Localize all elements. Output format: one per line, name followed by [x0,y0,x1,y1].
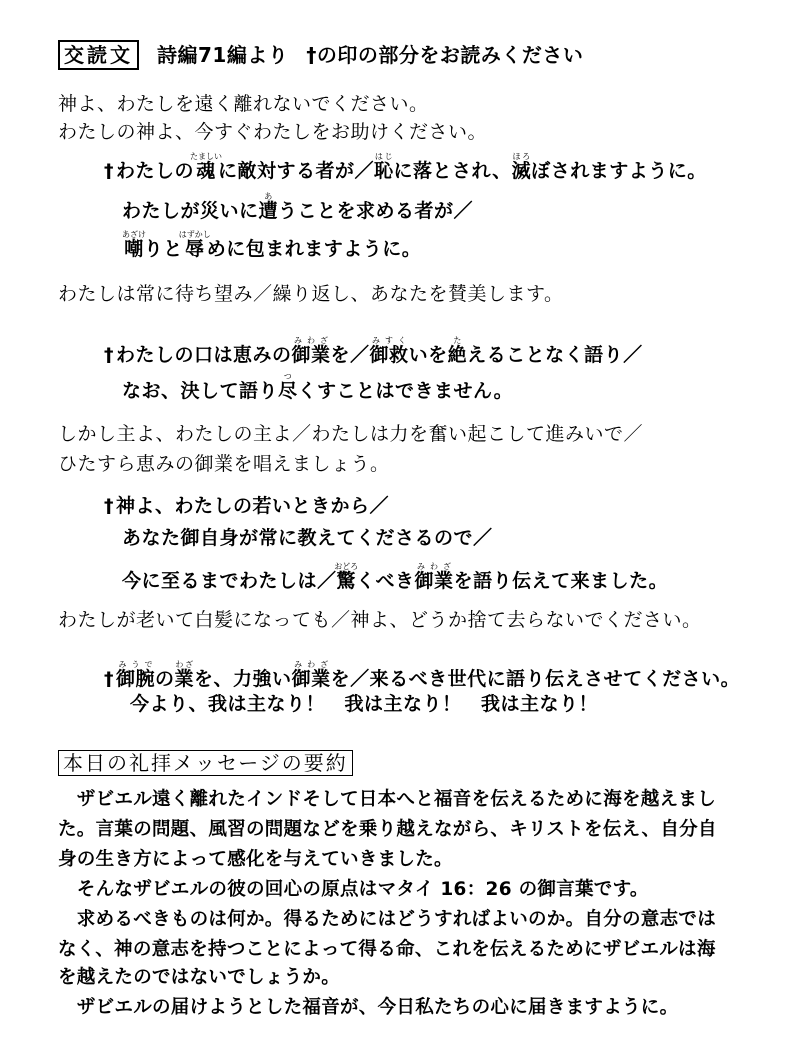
responsive-reading-header [58,40,583,70]
leader-line: ひたすら恵みの御業を唱えましょう。 [58,453,390,475]
response-line: あなた御自身が常に教えてくださるので／ [122,527,493,549]
responsive-reading-label: 交読文 [58,40,139,70]
psalm-source: 詩編71編より [157,43,289,67]
leader-line: しかし主よ、わたしの主よ／わたしは力を奮い起こして進みいで／ [58,423,644,445]
dagger-mark: † [104,160,114,182]
dagger-mark: † [104,344,114,366]
leader-line: 神よ、わたしを遠く離れないでください。 [58,93,429,115]
response-line: 嘲あざけりと辱はずかしめに包まれますように。 [122,230,422,260]
response-line: † わたしの魂たましいに敵対する者が／恥はじに落とされ、滅ほろぼされますように。 [104,152,707,182]
response-line: なお、決して語り尽つくすことはできません。 [122,372,514,402]
summary-line: 求めるべきものは何か。得るためにはどうすればよいのか。自分の意志では [58,909,717,930]
dagger-mark: † [104,495,114,517]
summary-line: を越えたのではないでしょうか。 [58,967,341,988]
response-line: わたしが災いに遭あうことを求める者が／ [122,192,474,222]
response-line: 今に至るまでわたしは／驚おどろくべき御業みわざを語り伝えて来ました。 [122,562,669,592]
response-line: 今より、我は主なり！ 我は主なり！ 我は主なり！ [130,693,599,715]
summary-line: た。言葉の問題、風習の問題などを乗り越えながら、キリストを伝え、自分自 [58,819,717,840]
response-line: † 御腕みうでの業わざを、力強い御業みわざを／来るべき世代に語り伝えさせてください。 [104,660,741,690]
dagger-mark: † [104,668,114,690]
summary-heading: 本日の礼拝メッセージの要約 [58,750,353,776]
leader-line: わたしの神よ、今すぐわたしをお助けください。 [58,121,488,143]
response-line: † わたしの口は恵みの御業みわざを／御救みすくいを絶たえることなく語り／ [104,336,643,366]
leader-line: わたしが老いて白髪になっても／神よ、どうか捨て去らないでください。 [58,609,702,631]
summary-line: ザビエルの届けようとした福音が、今日私たちの心に届きますように。 [58,997,679,1018]
summary-line: なく、神の意志を持つことによって得る命、これを伝えるためにザビエルは海 [58,939,716,960]
summary-heading-row [58,750,353,776]
reading-instruction: †の印の部分をお読みください [306,43,584,67]
summary-line: ザビエル遠く離れたインドそして日本へと福音を伝えるために海を越えまし [58,789,717,810]
summary-line: そんなザビエルの彼の回心の原点はマタイ 16：26 の御言葉です。 [58,879,649,900]
response-line: † 神よ、わたしの若いときから／ [104,495,390,517]
leader-line: わたしは常に待ち望み／繰り返し、あなたを賛美します。 [58,283,564,305]
summary-line: 身の生き方によって感化を与えていきました。 [58,849,453,870]
